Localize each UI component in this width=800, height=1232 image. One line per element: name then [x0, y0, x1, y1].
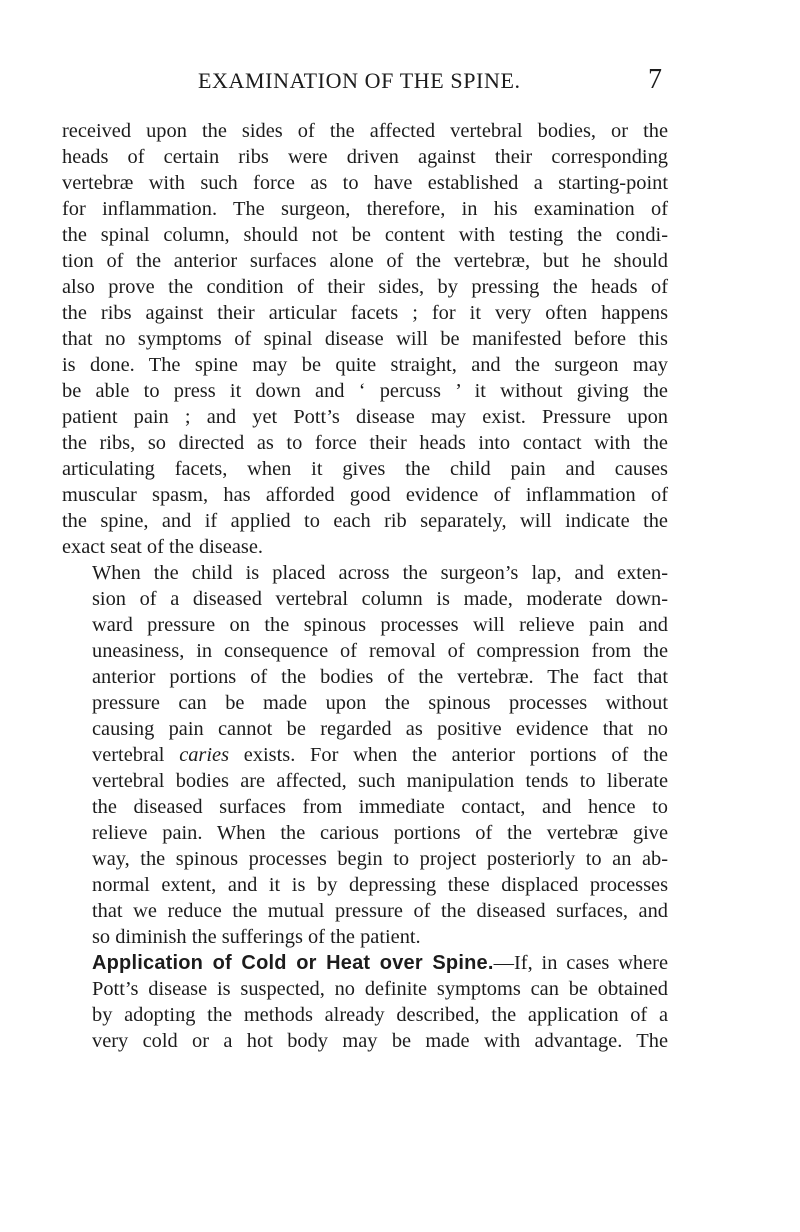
text-line: When the child is placed across the surgeon’s lap, and exten-	[92, 562, 668, 584]
text-line: that we reduce the mutual pressure of the diseased surfaces, and	[92, 900, 668, 922]
paragraph-2	[62, 560, 668, 950]
text-line: heads of certain ribs were driven against their corresponding	[62, 146, 668, 168]
page-header	[198, 64, 662, 108]
text-line: tion of the anterior surfaces alone of the vertebræ, but he should	[62, 250, 668, 272]
text-line: pressure can be made upon the spinous processes without	[92, 692, 668, 714]
text-line: be able to press it down and ‘ percuss ’ it without giving the	[62, 380, 668, 402]
text-line: way, the spinous processes begin to project posteriorly to an ab-	[92, 848, 668, 870]
text-line: also prove the condition of their sides, by pressing the heads of	[62, 276, 668, 298]
running-title: EXAMINATION OF THE SPINE.	[198, 68, 521, 93]
text-line: exact seat of the disease.	[62, 536, 263, 558]
body-text	[62, 118, 668, 1054]
text-line: sion of a diseased vertebral column is made, moderate down-	[92, 588, 668, 610]
text-line: the ribs against their articular facets ; for it very often happens	[62, 302, 668, 324]
text-line: received upon the sides of the affected vertebral bodies, or the	[62, 120, 668, 142]
italic-term: caries	[179, 744, 230, 766]
text-line: muscular spasm, has afforded good evidence of inflammation of	[62, 484, 668, 506]
text-line: Pott’s disease is suspected, no definite symptoms can be obtained	[92, 978, 668, 1000]
page-number: 7	[648, 64, 662, 95]
text-line: vertebræ with such force as to have established a starting-point	[62, 172, 668, 194]
text-line: is done. The spine may be quite straight, and the surgeon may	[62, 354, 668, 376]
text-line: uneasiness, in consequence of removal of compression from the	[92, 640, 668, 662]
text-line: causing pain cannot be regarded as positive evidence that no	[92, 718, 668, 740]
text-line: very cold or a hot body may be made with advantage. The	[92, 1030, 668, 1052]
paragraph-1	[62, 118, 668, 560]
text-line: the ribs, so directed as to force their heads into contact with the	[62, 432, 668, 454]
text-line: normal extent, and it is by depressing these displaced processes	[92, 874, 668, 896]
text-line: anterior portions of the bodies of the vertebræ. The fact that	[92, 666, 668, 688]
text-line: the diseased surfaces from immediate contact, and hence to	[92, 796, 668, 818]
text-line	[62, 950, 668, 976]
text-line: vertebral bodies are affected, such manipulation tends to liberate	[92, 770, 668, 792]
text-line: for inflammation. The surgeon, therefore, in his examination of	[62, 198, 668, 220]
text-run: vertebral	[92, 744, 180, 766]
text-line: by adopting the methods already described, the application of a	[92, 1004, 668, 1026]
text-line: the spine, and if applied to each rib separately, will indicate the	[62, 510, 668, 532]
text-line: patient pain ; and yet Pott’s disease may exist. Pressure upon	[62, 406, 668, 428]
text-run: —If, in cases where	[493, 952, 668, 974]
paragraph-3	[62, 950, 668, 1054]
text-line: relieve pain. When the carious portions of the vertebræ give	[92, 822, 668, 844]
text-line: so diminish the sufferings of the patient.	[92, 926, 421, 948]
text-line: ward pressure on the spinous processes will relieve pain and	[92, 614, 668, 636]
section-heading: Application of Cold or Heat over Spine.	[92, 952, 494, 974]
text-line	[62, 742, 668, 768]
text-line: the spinal column, should not be content with testing the condi-	[62, 224, 668, 246]
text-line: articulating facets, when it gives the child pain and causes	[62, 458, 668, 480]
text-run: exists. For when the anterior portions of the	[229, 744, 668, 766]
text-line: that no symptoms of spinal disease will be manifested before this	[62, 328, 668, 350]
